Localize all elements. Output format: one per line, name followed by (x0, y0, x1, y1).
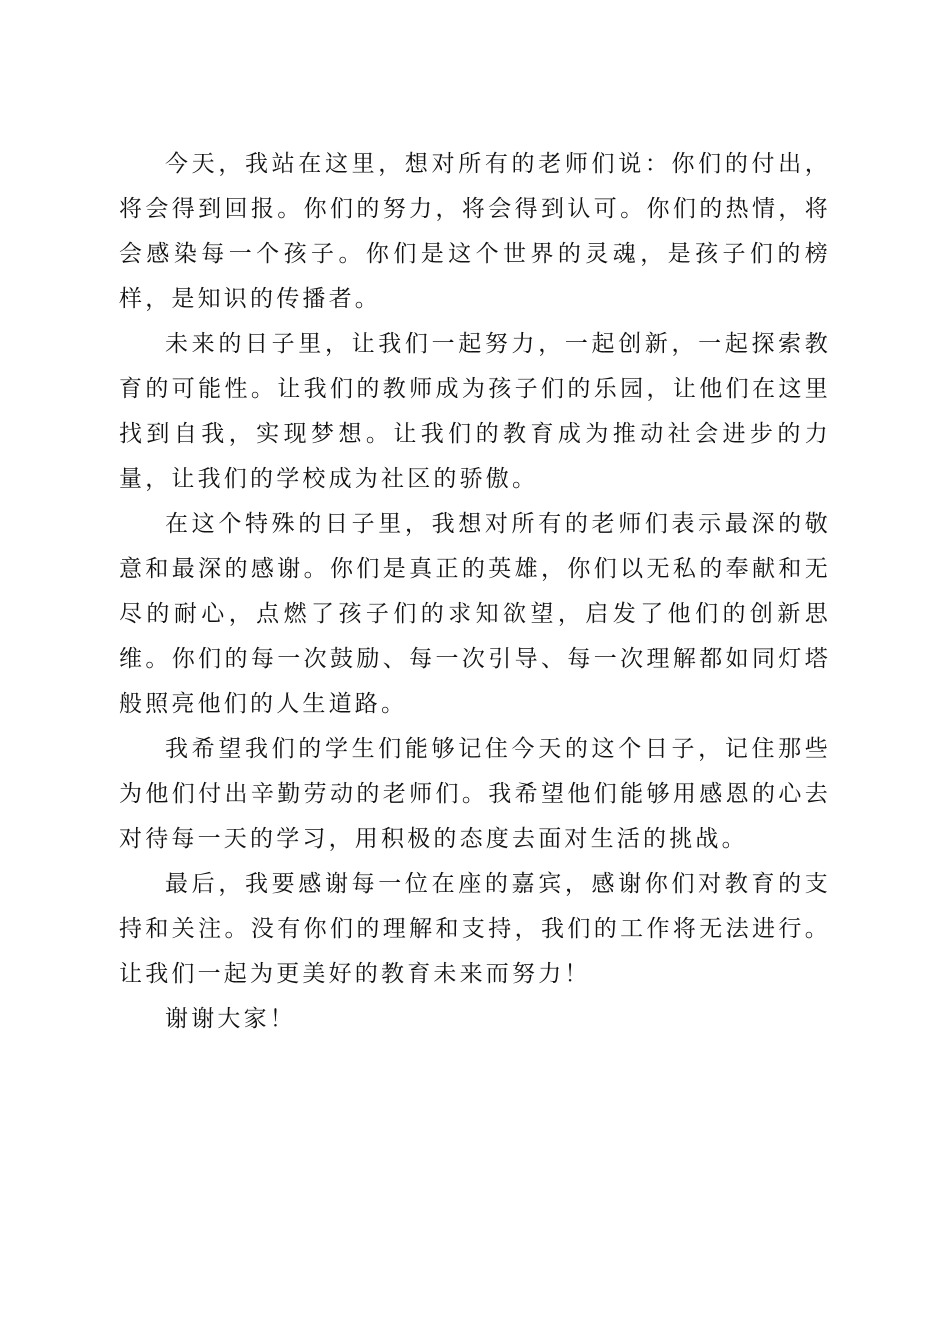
paragraph-1: 今天，我站在这里，想对所有的老师们说：你们的付出，将会得到回报。你们的努力，将会得到认可。你们的热情，将会感染每一个孩子。你们是这个世界的灵魂，是孩子们的榜样，是知识的传播者。 (119, 151, 831, 312)
paragraph-4: 我希望我们的学生们能够记住今天的这个日子，记住那些为他们付出辛勤劳动的老师们。我希望他们能够用感恩的心去对待每一天的学习，用积极的态度去面对生活的挑战。 (119, 736, 831, 852)
paragraph-5: 最后，我要感谢每一位在座的嘉宾，感谢你们对教育的支持和关注。没有你们的理解和支持，我们的工作将无法进行。让我们一起为更美好的教育未来而努力！ (119, 871, 831, 987)
paragraph-2: 未来的日子里，让我们一起努力，一起创新，一起探索教育的可能性。让我们的教师成为孩子们的乐园，让他们在这里找到自我，实现梦想。让我们的教育成为推动社会进步的力量，让我们的学校成为社区的骄傲。 (119, 331, 831, 492)
closing-line: 谢谢大家！ (165, 1006, 296, 1032)
speech-body (119, 142, 831, 1042)
paragraph-3: 在这个特殊的日子里，我想对所有的老师们表示最深的敬意和最深的感谢。你们是真正的英雄，你们以无私的奉献和无尽的耐心，点燃了孩子们的求知欲望，启发了他们的创新思维。你们的每一次鼓励、每一次引导、每一次理解都如同灯塔般照亮他们的人生道路。 (119, 511, 831, 717)
